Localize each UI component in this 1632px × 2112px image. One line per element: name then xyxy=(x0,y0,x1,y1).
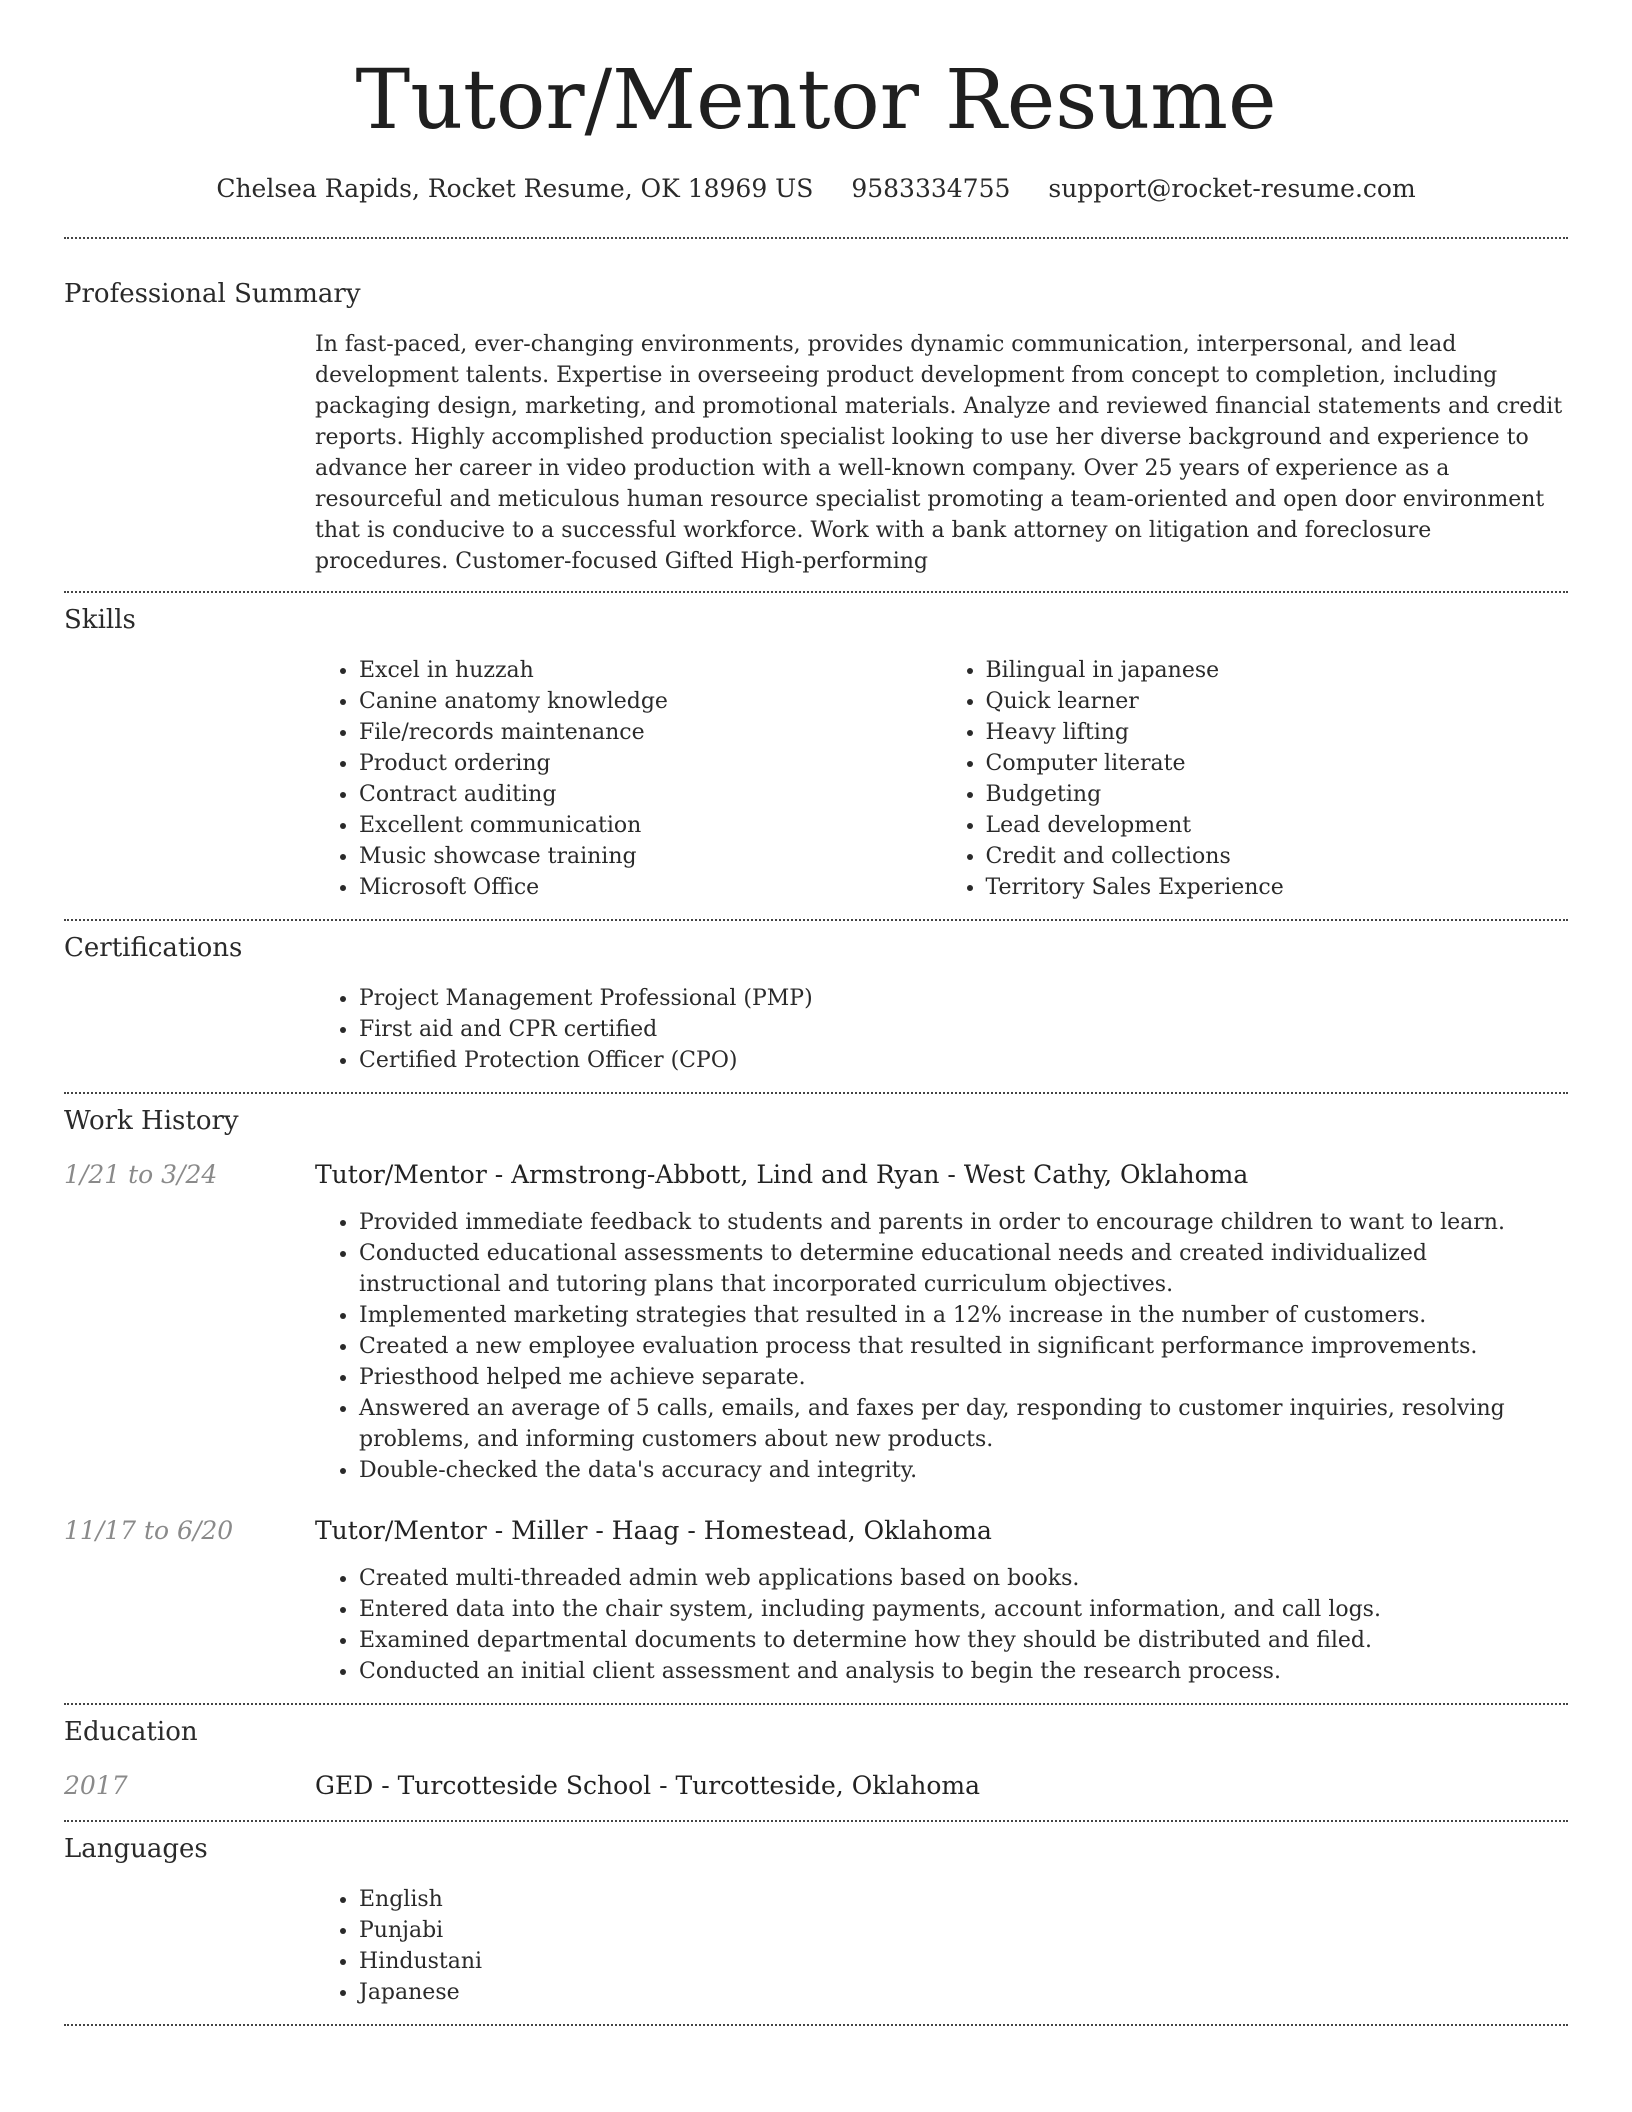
language-item: • Japanese xyxy=(359,1977,1568,2008)
language-item: • Hindustani xyxy=(359,1946,1568,1977)
certifications-heading: Certifications xyxy=(64,933,243,963)
job-bullet: • Conducted an initial client assessment and analysis to begin the research process. xyxy=(359,1656,1568,1687)
resume-title: Tutor/Mentor Resume xyxy=(355,53,1277,148)
summary-heading: Professional Summary xyxy=(64,279,361,309)
job-bullet: • Priesthood helped me achieve separate. xyxy=(359,1362,1568,1393)
skill-item: • Budgeting xyxy=(986,779,1569,810)
skill-item: • Product ordering xyxy=(359,748,942,779)
divider xyxy=(64,237,1568,239)
job-bullet: • Examined departmental documents to determine how they should be distributed and filed. xyxy=(359,1625,1568,1656)
certifications-list xyxy=(315,983,1568,1076)
skill-item: • Excellent communication xyxy=(359,810,942,841)
skill-item: • Quick learner xyxy=(986,686,1569,717)
divider xyxy=(64,1703,1568,1705)
skills-list-right xyxy=(942,655,1569,903)
languages-section xyxy=(64,1834,1568,2008)
job-title: Tutor/Mentor - Armstrong-Abbott, Lind and Ryan - West Cathy, Oklahoma xyxy=(315,1160,1249,1189)
job-bullet: • Provided immediate feedback to students and parents in order to encourage children to want to learn. xyxy=(359,1207,1568,1238)
divider xyxy=(64,1820,1568,1822)
skill-item: • Territory Sales Experience xyxy=(986,872,1569,903)
contact-address: Chelsea Rapids, Rocket Resume, OK 18969 US xyxy=(216,174,814,203)
certification-item: • Project Management Professional (PMP) xyxy=(359,983,1568,1014)
education-entry: GED - Turcotteside School - Turcotteside, Oklahoma xyxy=(315,1771,981,1800)
skill-item: • Contract auditing xyxy=(359,779,942,810)
job-bullet: • Conducted educational assessments to determine educational needs and created individualized instructional and tutoring plans that incorporated curriculum objectives. xyxy=(359,1238,1568,1300)
job-bullets xyxy=(315,1207,1568,1486)
work-history-section xyxy=(64,1106,1568,1687)
languages-heading: Languages xyxy=(64,1834,208,1864)
skill-item: • Computer literate xyxy=(986,748,1569,779)
skill-item: • Microsoft Office xyxy=(359,872,942,903)
language-item: • English xyxy=(359,1884,1568,1915)
job-bullet: • Entered data into the chair system, including payments, account information, and call logs. xyxy=(359,1594,1568,1625)
skill-item: • Heavy lifting xyxy=(986,717,1569,748)
skill-item: • Canine anatomy knowledge xyxy=(359,686,942,717)
contact-phone: 9583334755 xyxy=(851,174,1011,203)
divider xyxy=(64,2024,1568,2026)
divider xyxy=(64,591,1568,593)
job-bullet: • Answered an average of 5 calls, emails, and faxes per day, responding to customer inquiries, resolving problems, and informing customers about new products. xyxy=(359,1393,1568,1455)
languages-list xyxy=(315,1884,1568,2008)
education-year: 2017 xyxy=(64,1771,128,1800)
skill-item: • Lead development xyxy=(986,810,1569,841)
skill-item: • Excel in huzzah xyxy=(359,655,942,686)
skill-item: • File/records maintenance xyxy=(359,717,942,748)
job-title: Tutor/Mentor - Miller - Haag - Homestead, Oklahoma xyxy=(315,1516,992,1545)
education-heading: Education xyxy=(64,1717,198,1747)
contact-email[interactable]: support@rocket-resume.com xyxy=(1048,174,1416,203)
resume-page xyxy=(64,0,1568,2026)
skills-heading: Skills xyxy=(64,605,136,635)
language-item: • Punjabi xyxy=(359,1915,1568,1946)
summary-text: In fast-paced, ever-changing environments, provides dynamic communication, interpersonal, and lead development talents. Expertise in overseeing product development from concept to completion, including packaging design, marketing, and promotional materials. Analyze and reviewed financial statements and credit reports. Highly accomplished production specialist looking to use her diverse background and experience to advance her career in video production with a well-known company. Over 25 years of experience as a resourceful and meticulous human resource specialist promoting a team-oriented and open door environment that is conducive to a successful workforce. Work with a bank attorney on litigation and foreclosure procedures. Customer-focused Gifted High-performing xyxy=(315,332,1563,574)
summary-section xyxy=(64,279,1568,577)
certification-item: • First aid and CPR certified xyxy=(359,1014,1568,1045)
education-section xyxy=(64,1717,1568,1800)
job-entry xyxy=(64,1516,1568,1687)
job-bullet: • Created a new employee evaluation process that resulted in significant performance improvements. xyxy=(359,1331,1568,1362)
skill-item: • Music showcase training xyxy=(359,841,942,872)
job-dates: 1/21 to 3/24 xyxy=(64,1160,218,1189)
skills-list-left xyxy=(315,655,942,903)
divider xyxy=(64,919,1568,921)
job-dates: 11/17 to 6/20 xyxy=(64,1516,234,1545)
job-bullet: • Double-checked the data's accuracy and integrity. xyxy=(359,1455,1568,1486)
certifications-section xyxy=(64,933,1568,1076)
divider xyxy=(64,1092,1568,1094)
job-bullets xyxy=(315,1563,1568,1687)
work-history-heading: Work History xyxy=(64,1106,239,1136)
skills-section xyxy=(64,605,1568,903)
contact-line xyxy=(64,174,1568,203)
certification-item: • Certified Protection Officer (CPO) xyxy=(359,1045,1568,1076)
job-bullet: • Created multi-threaded admin web applications based on books. xyxy=(359,1563,1568,1594)
skill-item: • Bilingual in japanese xyxy=(986,655,1569,686)
job-bullet: • Implemented marketing strategies that resulted in a 12% increase in the number of customers. xyxy=(359,1300,1568,1331)
skill-item: • Credit and collections xyxy=(986,841,1569,872)
job-entry xyxy=(64,1160,1568,1486)
